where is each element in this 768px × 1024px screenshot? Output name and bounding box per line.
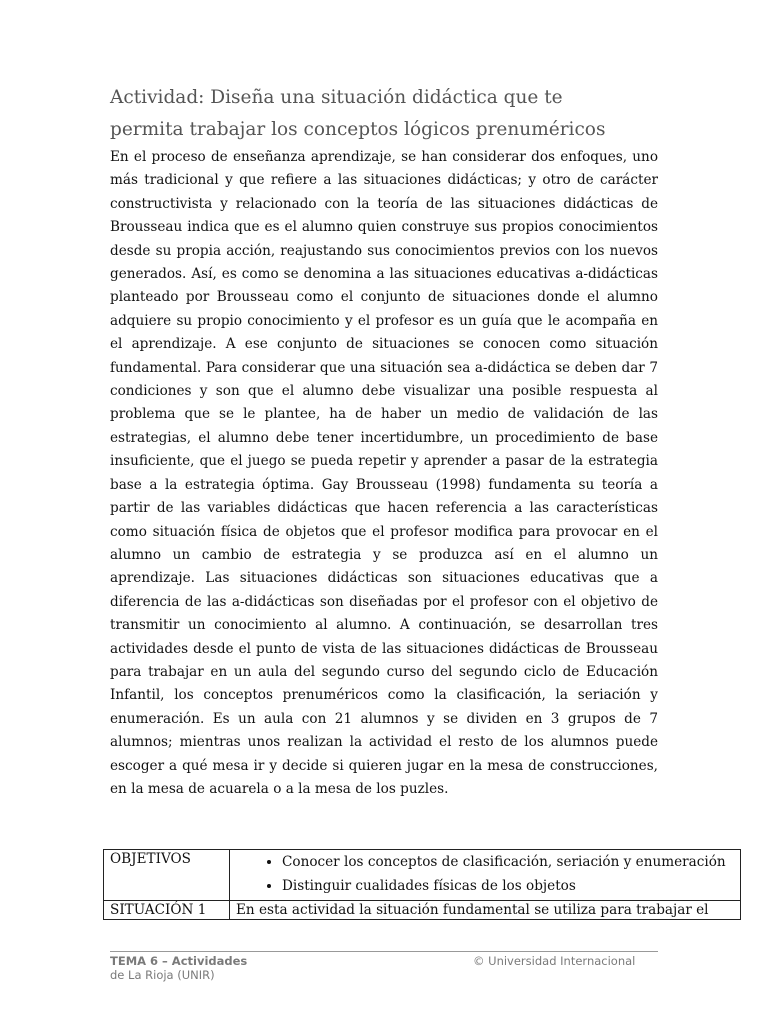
footer-divider (110, 951, 658, 952)
objectives-table (103, 849, 741, 920)
objective-item: • Conocer los conceptos de clasificación, seriación y enumeración (282, 851, 734, 873)
situation-1-text: En esta actividad la situación fundamental se utiliza para trabajar el (230, 901, 741, 920)
situation-1-label: SITUACIÓN 1 (104, 901, 230, 920)
footer-left (110, 954, 247, 982)
objective-item: • Distinguir cualidades físicas de los objetos (282, 875, 734, 897)
page-title (110, 82, 670, 146)
footer-institution-line-2: de La Rioja (UNIR) (110, 968, 215, 982)
title-line-1: Actividad: Diseña una situación didáctica que te (110, 87, 563, 108)
objectives-label: OBJETIVOS (104, 850, 230, 901)
body-paragraph: En el proceso de enseñanza aprendizaje, se han considerar dos enfoques, uno más tradicional y que refiere a las situaciones didácticas; y otro de carácter constructivista y relacionado con la teoría de las situaciones didácticas de Brousseau indica que es el alumno quien construye sus propios conocimientos desde su propia acción, reajustando sus conocimientos previos con los nuevos generados. Así, es como se denomina a las situaciones educativas a-didácticas planteado por Brousseau como el conjunto de situaciones donde el alumno adquiere su propio conocimiento y el profesor es un guía que le acompaña en el aprendizaje. A ese conjunto de situaciones se conocen como situación fundamental. Para considerar que una situación sea a-didáctica se deben dar 7 condiciones y son que el alumno debe visualizar una posible respuesta al problema que se le plantee, ha de haber un medio de validación de las estrategias, el alumno debe tener incertidumbre, un procedimiento de base insuficiente, que el juego se pueda repetir y aprender a pasar de la estrategia base a la estrategia óptima. Gay Brousseau (1998) fundamenta su teoría a partir de las variables didácticas que hacen referencia a las características como situación física de objetos que el profesor modifica para provocar en el alumno un cambio de estrategia y se produzca así en el alumno un aprendizaje. Las situaciones didácticas son situaciones educativas que a diferencia de las a-didácticas son diseñadas por el profesor con el objetivo de transmitir un conocimiento al alumno. A continuación, se desarrollan tres actividades desde el punto de vista de las situaciones didácticas de Brousseau para trabajar en un aula del segundo curso del segundo ciclo de Educación Infantil, los conceptos prenuméricos como la clasificación, la seriación y enumeración. Es un aula con 21 alumnos y se dividen en 3 grupos de 7 alumnos; mientras unos realizan la actividad el resto de los alumnos puede escoger a qué mesa ir y decide si quieren jugar en la mesa de construcciones, en la mesa de acuarela o a la mesa de los puzles. (110, 149, 658, 797)
footer-topic: TEMA 6 – Actividades (110, 954, 248, 968)
table-row (104, 901, 741, 920)
table-row (104, 850, 741, 901)
footer-copyright: © Universidad Internacional (473, 954, 636, 968)
objectives-cell (230, 850, 741, 901)
title-line-2: permita trabajar los conceptos lógicos prenuméricos (110, 119, 606, 140)
objectives-list (236, 851, 734, 897)
